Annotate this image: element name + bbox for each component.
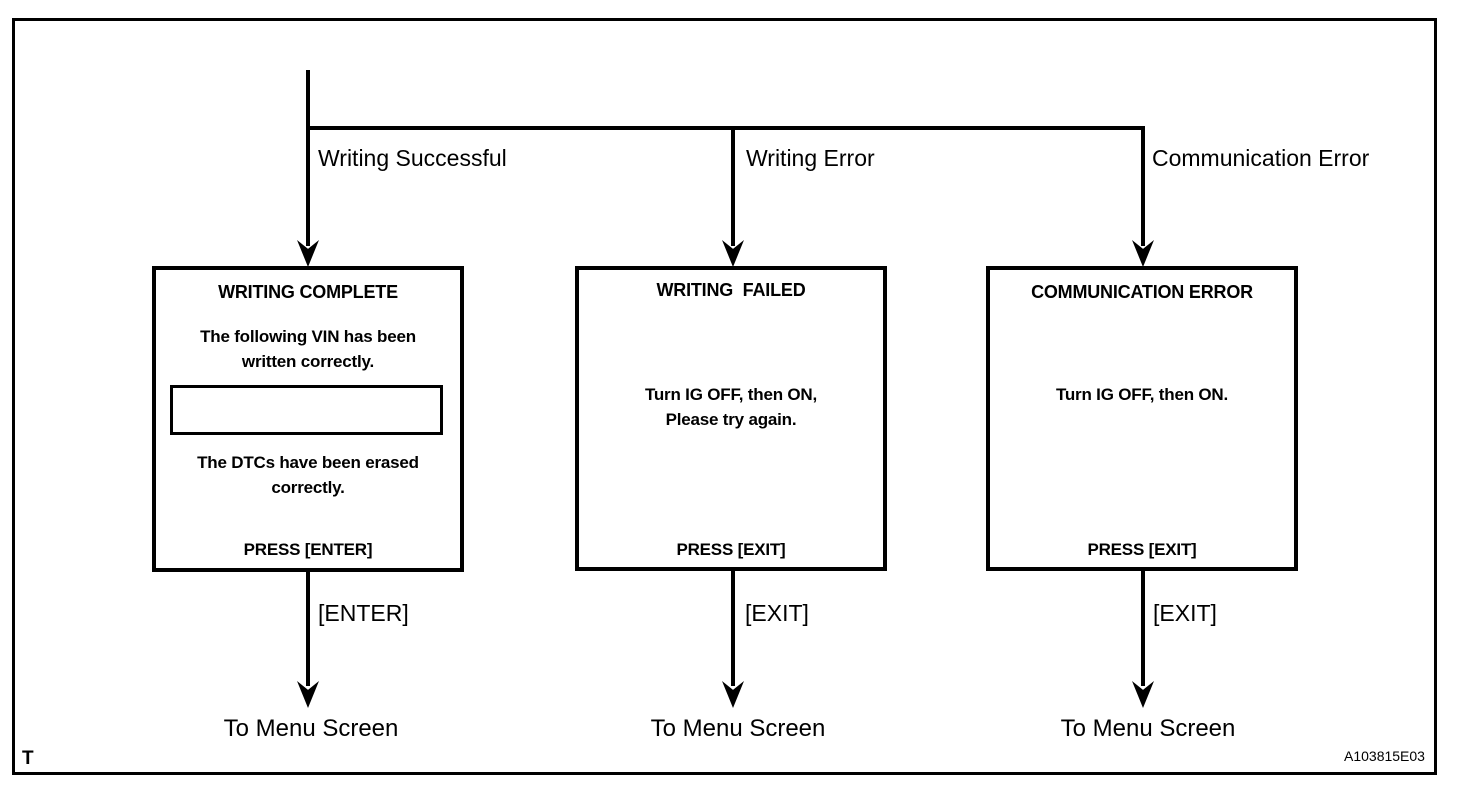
- screen-press-instruction: PRESS [EXIT]: [1087, 540, 1197, 559]
- screen-message-line: The DTCs have been erased: [197, 453, 419, 472]
- vin-value-field: [170, 385, 443, 435]
- corner-label: T: [22, 748, 34, 769]
- connector-to-menu-line: [731, 571, 735, 686]
- destination-label-menu-screen: To Menu Screen: [650, 715, 826, 742]
- connector-writing-error-line: [731, 126, 735, 246]
- screen-press-instruction: PRESS [ENTER]: [243, 540, 373, 559]
- branch-label-communication-error: Communication Error: [1152, 145, 1370, 171]
- key-label-enter: [ENTER]: [318, 600, 409, 626]
- screen-press-instruction: PRESS [EXIT]: [676, 540, 786, 559]
- screen-title: WRITING FAILED: [656, 280, 806, 300]
- screen-message-line: Please try again.: [665, 410, 797, 429]
- screen-message-line: Turn IG OFF, then ON,: [644, 385, 818, 404]
- screen-title: WRITING COMPLETE: [218, 282, 398, 302]
- screen-box-writing-failed: [575, 266, 887, 571]
- screen-box-writing-complete: [152, 266, 464, 572]
- branch-label-writing-successful: Writing Successful: [318, 145, 507, 171]
- key-label-exit: [EXIT]: [1153, 600, 1217, 626]
- screen-message-line: written correctly.: [241, 352, 375, 371]
- destination-label-menu-screen: To Menu Screen: [223, 715, 399, 742]
- screen-message-line: correctly.: [271, 478, 345, 497]
- key-label-exit: [EXIT]: [745, 600, 809, 626]
- screen-message-line: The following VIN has been: [200, 327, 416, 346]
- connector-to-menu-line: [1141, 571, 1145, 686]
- connector-to-menu-line: [306, 572, 310, 686]
- connector-communication-error-line: [1141, 126, 1145, 246]
- screen-message-line: Turn IG OFF, then ON.: [1055, 385, 1229, 404]
- connector-branch-horizontal-line: [306, 126, 1145, 130]
- screen-title: COMMUNICATION ERROR: [1031, 282, 1253, 302]
- figure-id-label: A103815E03: [1344, 748, 1425, 764]
- screen-box-communication-error: [986, 266, 1298, 571]
- connector-trunk-line: [306, 70, 310, 246]
- destination-label-menu-screen: To Menu Screen: [1060, 715, 1236, 742]
- branch-label-writing-error: Writing Error: [746, 145, 875, 171]
